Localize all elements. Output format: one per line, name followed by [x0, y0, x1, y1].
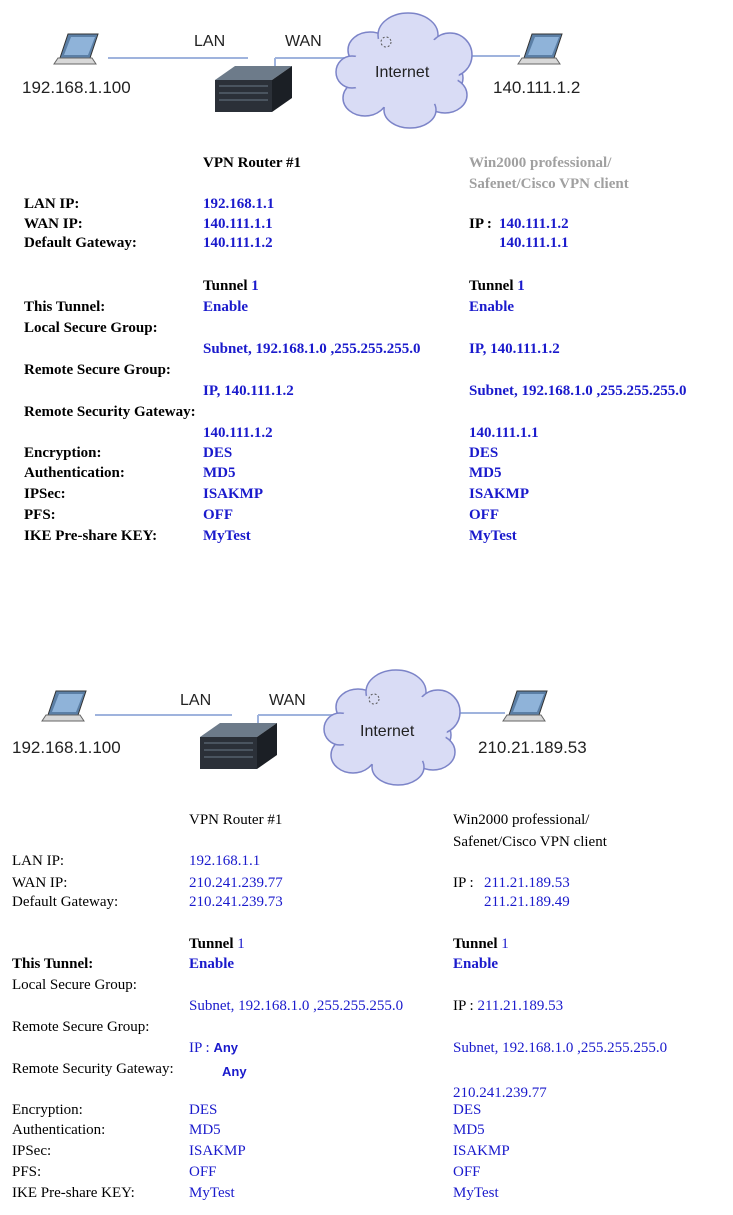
wan-ip-label: WAN IP: — [12, 875, 68, 891]
tunnel-word: Tunnel — [469, 278, 514, 294]
client-ip-label: IP : — [453, 875, 474, 891]
default-gateway-label: Default Gateway: — [12, 894, 119, 910]
client-ip: 211.21.189.53 — [484, 875, 570, 891]
local-secure-group-router: Subnet, 192.168.1.0 ,255.255.255.0 — [189, 998, 404, 1014]
authentication-client: MD5 — [453, 1122, 485, 1138]
remote-security-gateway-router: 140.111.1.2 — [203, 425, 273, 441]
network-topology — [0, 0, 733, 140]
remote-security-gateway-client: 210.241.239.77 — [453, 1085, 547, 1101]
pfs-router: OFF — [203, 507, 233, 523]
default-gateway-router: 140.111.1.2 — [203, 235, 273, 251]
tunnel-number: 1 — [517, 278, 525, 294]
tunnel-number: 1 — [501, 936, 509, 952]
vpn-diagram-1 — [0, 0, 733, 570]
tunnel-word: Tunnel — [453, 936, 498, 952]
ike-preshare-key-label: IKE Pre-share KEY: — [24, 528, 158, 544]
remote-secure-group-router: IP, 140.111.1.2 — [203, 383, 294, 399]
wan-ip-label: WAN IP: — [24, 216, 83, 232]
pc-right-ip: 210.21.189.53 — [478, 738, 587, 757]
wan-ip-router: 210.241.239.77 — [189, 875, 283, 891]
this-tunnel-client: Enable — [453, 956, 499, 972]
wan-ip-router: 140.111.1.1 — [203, 216, 273, 232]
tunnel-header-client — [469, 277, 525, 295]
pc-left-ip: 192.168.1.100 — [22, 78, 131, 97]
laptop-icon — [54, 34, 98, 64]
laptop-icon — [42, 691, 86, 721]
tunnel-word: Tunnel — [203, 278, 248, 294]
encryption-client: DES — [453, 1102, 482, 1118]
client-gateway: 211.21.189.49 — [484, 894, 570, 910]
client-ip-label: IP : — [469, 216, 492, 232]
local-secure-group-label: Local Secure Group: — [12, 977, 137, 993]
remote-secure-group-label: Remote Secure Group: — [12, 1019, 150, 1035]
pc-right-ip: 140.111.1.2 — [493, 78, 581, 97]
lan-ip-router: 192.168.1.1 — [203, 196, 275, 212]
remote-secure-group-client: Subnet, 192.168.1.0 ,255.255.255.0 — [453, 1040, 668, 1056]
remote-security-gateway-router: Any — [222, 1064, 247, 1079]
client-header-line2: Safenet/Cisco VPN client — [469, 176, 629, 192]
tunnel-number: 1 — [237, 936, 245, 952]
tunnel-header-router — [189, 935, 245, 953]
ike-preshare-key-label: IKE Pre-share KEY: — [12, 1185, 135, 1201]
ipsec-router: ISAKMP — [189, 1143, 246, 1159]
lan-label: LAN — [180, 692, 212, 709]
remote-secure-group-router-prefix: IP : — [189, 1040, 214, 1056]
pc-left-ip: 192.168.1.100 — [12, 738, 121, 757]
remote-security-gateway-client: 140.111.1.1 — [469, 425, 539, 441]
wan-label: WAN — [269, 692, 306, 709]
encryption-label: Encryption: — [12, 1102, 83, 1118]
local-secure-group-client: IP, 140.111.1.2 — [469, 341, 560, 357]
tunnel-header-client — [453, 935, 509, 953]
router-icon — [215, 66, 292, 112]
pfs-label: PFS: — [24, 507, 56, 523]
client-header-line2: Safenet/Cisco VPN client — [453, 834, 607, 850]
laptop-icon — [503, 691, 547, 721]
tunnel-number: 1 — [251, 278, 259, 294]
encryption-router: DES — [203, 445, 233, 461]
ipsec-label: IPSec: — [24, 486, 66, 502]
router-header: VPN Router #1 — [203, 155, 302, 171]
this-tunnel-client: Enable — [469, 299, 515, 315]
local-secure-group-label: Local Secure Group: — [24, 320, 158, 336]
pfs-label: PFS: — [12, 1164, 42, 1180]
internet-label: Internet — [360, 723, 415, 740]
this-tunnel-label: This Tunnel: — [12, 956, 94, 972]
ike-preshare-key-router: MyTest — [189, 1185, 235, 1201]
client-ip: 140.111.1.2 — [499, 216, 569, 232]
this-tunnel-router: Enable — [189, 956, 235, 972]
ike-preshare-key-client: MyTest — [469, 528, 517, 544]
remote-secure-group-router — [189, 1039, 238, 1057]
local-secure-group-client-prefix: IP : — [453, 998, 478, 1014]
client-gateway: 140.111.1.1 — [499, 235, 569, 251]
local-secure-group-client — [453, 997, 563, 1015]
local-secure-group-client-ip: 211.21.189.53 — [477, 998, 564, 1014]
ipsec-label: IPSec: — [12, 1143, 52, 1159]
router-header: VPN Router #1 — [189, 812, 283, 828]
wan-label: WAN — [285, 33, 322, 50]
tunnel-word: Tunnel — [189, 936, 234, 952]
remote-secure-group-router-value: Any — [213, 1040, 239, 1055]
remote-secure-group-client: Subnet, 192.168.1.0 ,255.255.255.0 — [469, 383, 687, 399]
lan-ip-router: 192.168.1.1 — [189, 853, 261, 869]
ipsec-router: ISAKMP — [203, 486, 263, 502]
client-header-line1: Win2000 professional/ — [453, 812, 590, 828]
authentication-label: Authentication: — [12, 1122, 106, 1138]
internet-label: Internet — [375, 64, 430, 81]
router-icon — [200, 723, 277, 769]
encryption-router: DES — [189, 1102, 218, 1118]
local-secure-group-router: Subnet, 192.168.1.0 ,255.255.255.0 — [203, 341, 421, 357]
pfs-router: OFF — [189, 1164, 217, 1180]
lan-label: LAN — [194, 33, 226, 50]
remote-secure-group-label: Remote Secure Group: — [24, 362, 171, 378]
remote-security-gateway-label: Remote Security Gateway: — [24, 404, 196, 420]
default-gateway-router: 210.241.239.73 — [189, 894, 283, 910]
encryption-client: DES — [469, 445, 499, 461]
authentication-client: MD5 — [469, 465, 502, 481]
tunnel-header-router — [203, 277, 259, 295]
authentication-router: MD5 — [189, 1122, 221, 1138]
lan-ip-label: LAN IP: — [24, 196, 80, 212]
authentication-label: Authentication: — [24, 465, 125, 481]
remote-security-gateway-label: Remote Security Gateway: — [12, 1061, 174, 1077]
ipsec-client: ISAKMP — [469, 486, 529, 502]
ike-preshare-key-client: MyTest — [453, 1185, 499, 1201]
default-gateway-label: Default Gateway: — [24, 235, 137, 251]
this-tunnel-router: Enable — [203, 299, 249, 315]
lan-ip-label: LAN IP: — [12, 853, 65, 869]
encryption-label: Encryption: — [24, 445, 102, 461]
vpn-diagram-2 — [0, 655, 733, 1215]
authentication-router: MD5 — [203, 465, 236, 481]
client-header-line1: Win2000 professional/ — [469, 155, 612, 171]
laptop-icon — [518, 34, 562, 64]
ipsec-client: ISAKMP — [453, 1143, 510, 1159]
pfs-client: OFF — [453, 1164, 481, 1180]
ike-preshare-key-router: MyTest — [203, 528, 251, 544]
pfs-client: OFF — [469, 507, 499, 523]
this-tunnel-label: This Tunnel: — [24, 299, 106, 315]
